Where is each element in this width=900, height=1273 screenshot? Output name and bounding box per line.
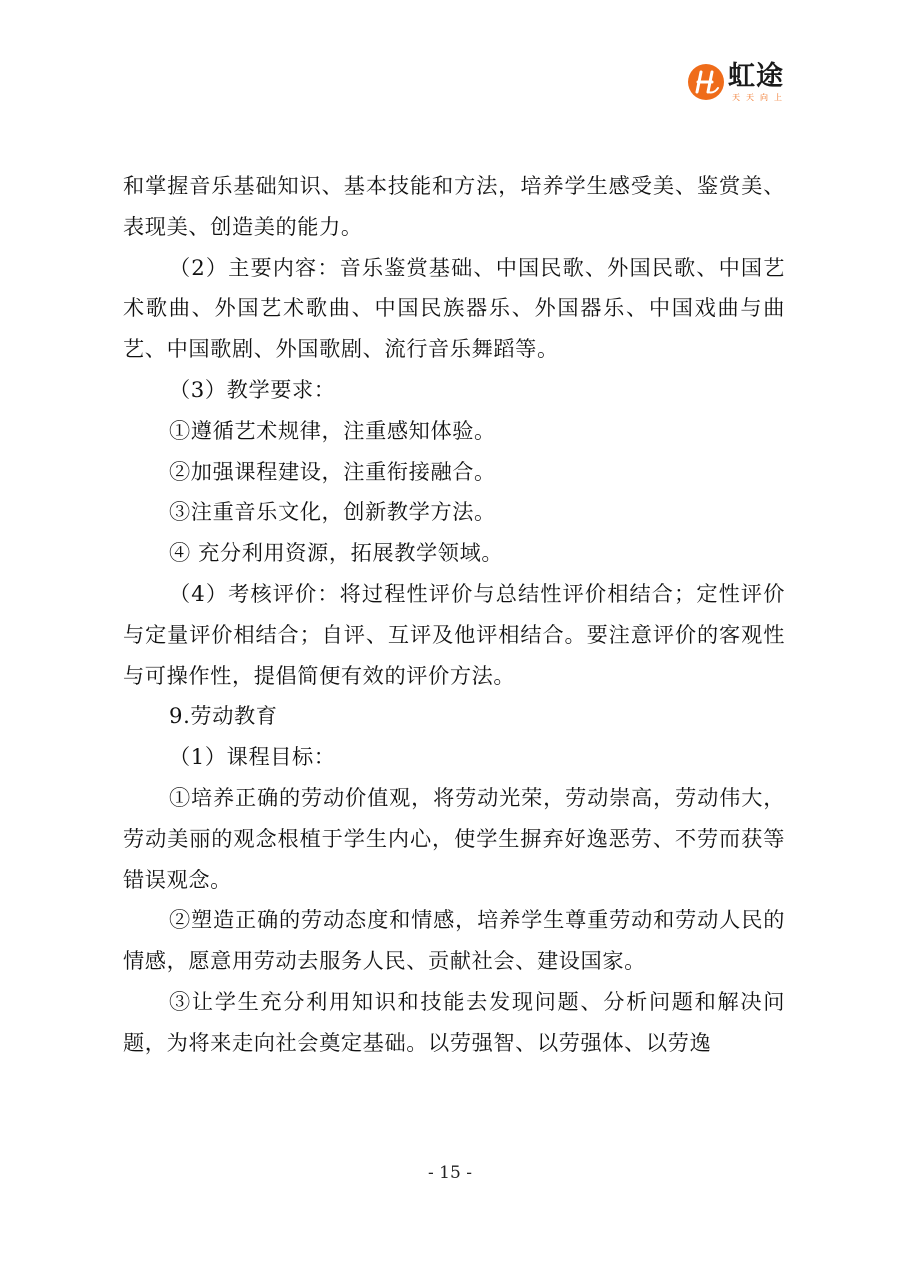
list-item-requirement-2: ②加强课程建设，注重衔接融合。 [169,458,496,484]
paragraph-main-content: （2）主要内容：音乐鉴赏基础、中国民歌、外国民歌、中国艺术歌曲、外国艺术歌曲、中国民族器乐、外国器乐、中国戏曲与曲艺、中国歌剧、外国歌剧、流行音乐舞蹈等。 [123,254,785,362]
section-heading-labor-education: 9.劳动教育 [169,703,278,729]
page-number: - 15 - [428,1163,472,1183]
logo-h-icon [688,64,724,100]
logo-tagline: 天天向上 [732,93,788,102]
paragraph-assessment: （4）考核评价：将过程性评价与总结性评价相结合；定性评价与定量评价相结合；自评、互评及他评相结合。要注意评价的客观性与可操作性，提倡简便有效的评价方法。 [123,580,785,688]
logo-name: 虹途 [728,61,784,92]
paragraph-course-objectives: （1）课程目标： [169,744,336,770]
list-item-objective-2: ②塑造正确的劳动态度和情感，培养学生尊重劳动和劳动人民的情感，愿意用劳动去服务人民、贡献社会、建设国家。 [123,907,785,974]
list-item-objective-3: ③让学生充分利用知识和技能去发现问题、分析问题和解决问题，为将来走向社会奠定基础。以劳强智、以劳强体、以劳逸 [123,988,785,1055]
list-item-requirement-1: ①遵循艺术规律，注重感知体验。 [169,417,496,443]
document-body [123,166,785,1064]
paragraph-continuation: 和掌握音乐基础知识、基本技能和方法，培养学生感受美、鉴赏美、表现美、创造美的能力。 [123,173,785,239]
paragraph-teaching-requirements: （3）教学要求： [169,376,336,402]
list-item-requirement-4: ④ 充分利用资源，拓展教学领域。 [169,540,504,566]
list-item-requirement-3: ③注重音乐文化，创新教学方法。 [169,499,496,525]
list-item-objective-1: ①培养正确的劳动价值观，将劳动光荣，劳动崇高，劳动伟大，劳动美丽的观念根植于学生内心，使学生摒弃好逸恶劳、不劳而获等错误观念。 [123,784,785,892]
brand-logo [688,62,798,106]
